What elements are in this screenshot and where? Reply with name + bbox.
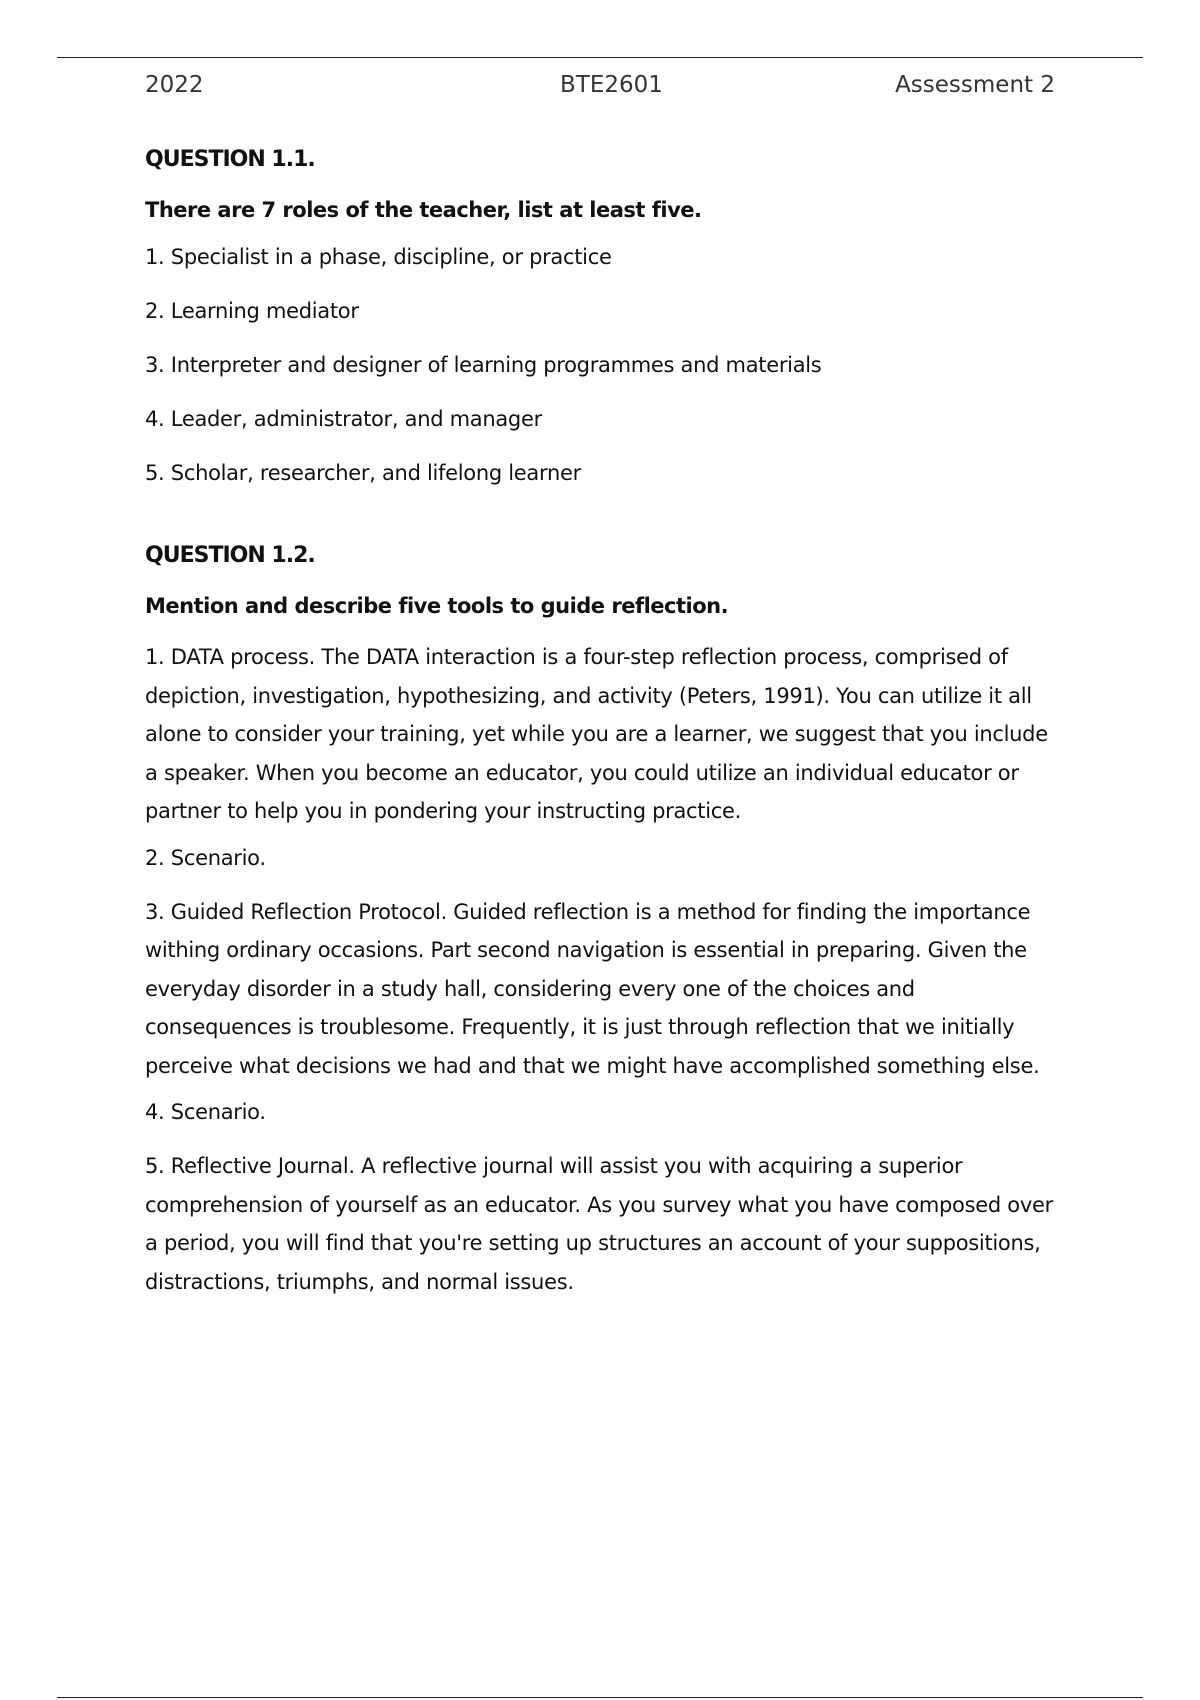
answer-paragraph: 4. Scenario. <box>145 1100 266 1124</box>
question-1-2-prompt: Mention and describe five tools to guide reflection. <box>145 594 729 618</box>
list-item: 2. Learning mediator <box>145 299 359 323</box>
answer-paragraph: 3. Guided Reflection Protocol. Guided reflection is a method for finding the importance withing ordinary occasions. Part second navigation is essential in preparing. Given the everyday disorder in a study hall, considering every one of the choices and consequences is troublesome. Frequently, it is just through reflection that we initially perceive what decisions we had and that we might have accomplished something else. <box>145 899 1040 1078</box>
list-item: 1. Specialist in a phase, discipline, or practice <box>145 245 612 269</box>
question-1-2-section <box>145 541 1065 1301</box>
answer-paragraph: 1. DATA process. The DATA interaction is a four-step reflection process, comprised of depiction, investigation, hypothesizing, and activity (Peters, 1991). You can utilize it all alone to consider your training, yet while you are a learner, we suggest that you include a speaker. When you become an educator, you could utilize an individual educator or partner to help you in pondering your instructing practice. <box>145 645 1048 823</box>
bottom-rule <box>57 1697 1143 1698</box>
page-content <box>145 145 1065 1313</box>
answer-paragraph: 2. Scenario. <box>145 845 266 870</box>
header-year: 2022 <box>145 72 204 98</box>
question-1-1-prompt: There are 7 roles of the teacher, list at least five. <box>145 198 702 222</box>
header-course-code: BTE2601 <box>560 72 663 98</box>
top-rule <box>57 57 1143 58</box>
list-item: 5. Scholar, researcher, and lifelong learner <box>145 461 581 485</box>
page-header <box>145 72 1055 102</box>
question-1-1-section <box>145 145 1065 488</box>
question-1-2-title: QUESTION 1.2. <box>145 543 315 568</box>
list-item: 4. Leader, administrator, and manager <box>145 407 542 431</box>
header-assessment: Assessment 2 <box>895 72 1055 98</box>
answer-paragraph: 5. Reflective Journal. A reflective journal will assist you with acquiring a superior comprehension of yourself as an educator. As you survey what you have composed over a period, you will find that you're setting up structures an account of your suppositions, distractions, triumphs, and normal issues. <box>145 1154 1053 1294</box>
question-1-1-title: QUESTION 1.1. <box>145 147 315 172</box>
list-item: 3. Interpreter and designer of learning programmes and materials <box>145 353 822 377</box>
